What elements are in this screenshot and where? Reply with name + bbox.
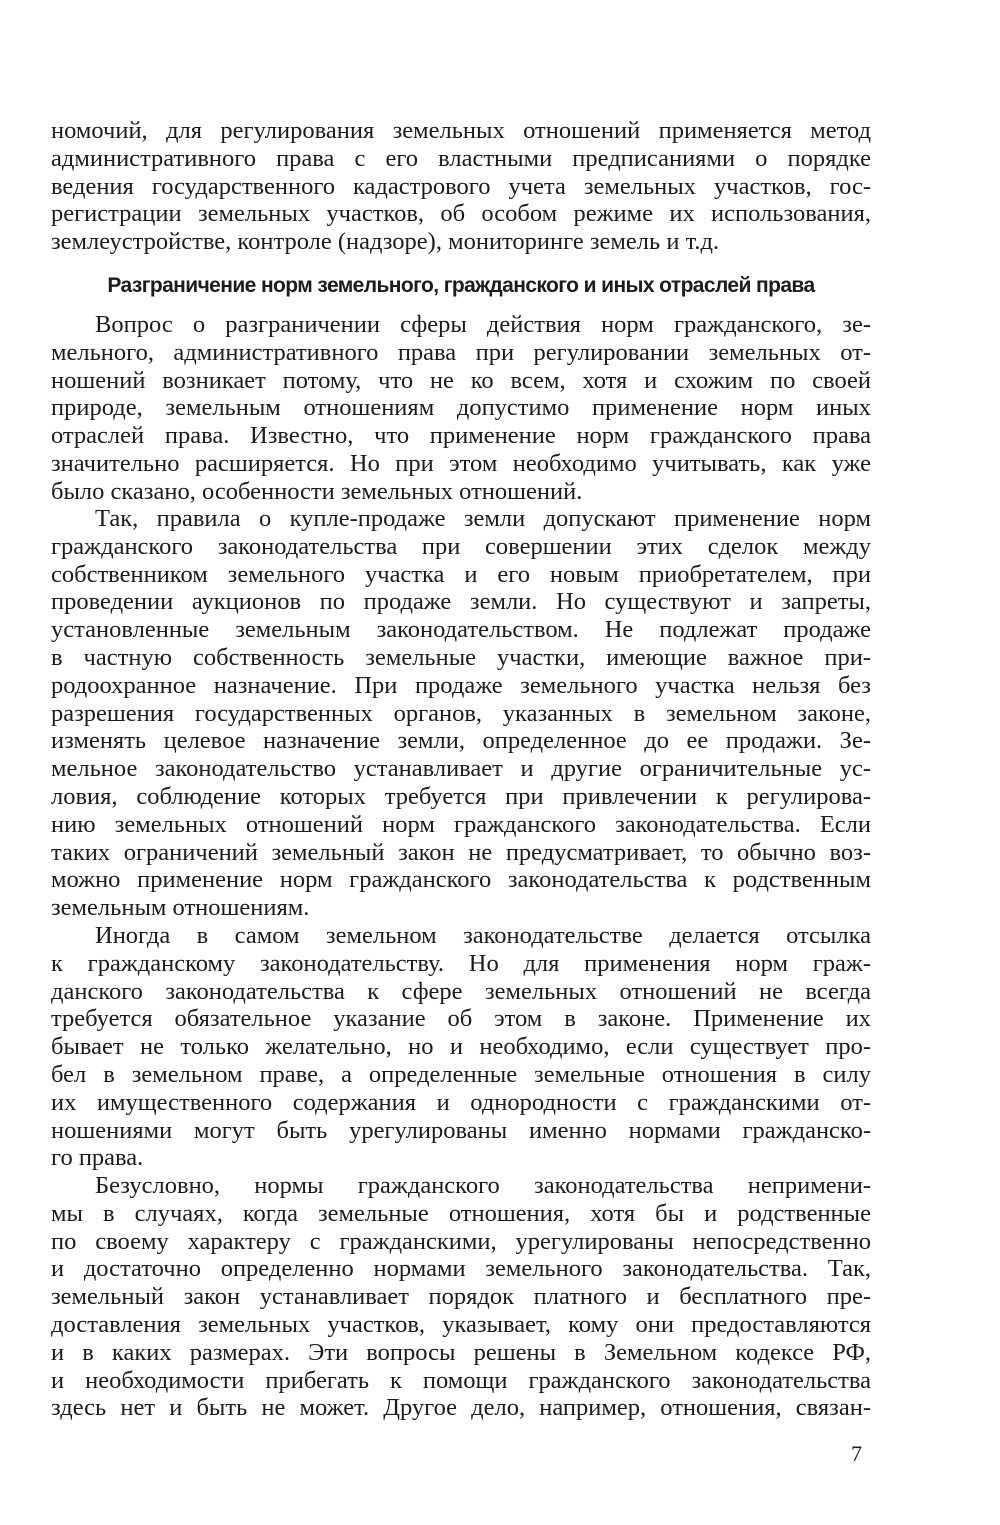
text-line: нию земельных отношений норм гражданского законодательства. Если: [51, 810, 871, 838]
paragraph-2: [51, 505, 871, 922]
text-line: регистрации земельных участков, об особом режиме их использования,: [51, 200, 871, 228]
text-line: требуется обязательное указание об этом в законе. Применение их: [51, 1005, 871, 1033]
text-line: собственником земельного участка и его новым приобретателем, при: [51, 560, 871, 588]
text-line: административного права с его властными предписаниями о порядке: [51, 144, 871, 172]
paragraph-1: [51, 311, 871, 506]
text-line: земельным отношениям.: [51, 894, 310, 922]
text-line: Иногда в самом земельном законодательстве делается отсылка: [95, 922, 871, 949]
text-line: таких ограничений земельный закон не предусматривает, то обычно воз-: [51, 838, 871, 866]
text-line: землеустройстве, контроле (надзоре), мониторинге земель и т.д.: [51, 228, 720, 256]
text-line: здесь нет и быть не может. Другое дело, например, отношения, связан-: [51, 1394, 871, 1422]
text-line: ловия, соблюдение которых требуется при привлечении к регулирова-: [51, 782, 871, 810]
text-line: значительно расширяется. Но при этом необходимо учитывать, как уже: [51, 449, 871, 477]
text-line: ношений возникает потому, что не ко всем, хотя и схожим по своей: [51, 366, 871, 394]
paragraph-4: [51, 1172, 871, 1422]
text-line: к гражданскому законодательству. Но для применения норм граж-: [51, 949, 871, 977]
text-line: можно применение норм гражданского законодательства к родственным: [51, 866, 871, 894]
text-line: было сказано, особенности земельных отношений.: [51, 477, 583, 505]
text-line: мельного, административного права при регулировании земельных от-: [51, 338, 871, 366]
text-line: природе, земельным отношениям допустимо применение норм иных: [51, 394, 871, 422]
intro-paragraph: [51, 117, 871, 256]
text-line: проведении аукционов по продаже земли. Но существуют и запреты,: [51, 588, 871, 616]
text-line: номочий, для регулирования земельных отношений применяется метод: [51, 117, 871, 144]
text-line: данского законодательства к сфере земельных отношений не всегда: [51, 977, 871, 1005]
text-line: земельный закон устанавливает порядок платного и бесплатного пре-: [51, 1283, 871, 1311]
text-line: и в каких размерах. Эти вопросы решены в Земельном кодексе РФ,: [51, 1338, 871, 1366]
page-number: 7: [851, 1441, 862, 1466]
text-line: ведения государственного кадастрового учета земельных участков, гос-: [51, 172, 871, 200]
text-line: Вопрос о разграничении сферы действия норм гражданского, зе-: [95, 311, 871, 338]
text-line: и необходимости прибегать к помощи гражданского законодательства: [51, 1366, 871, 1394]
text-line: ношениями могут быть урегулированы именно нормами гражданско-: [51, 1116, 871, 1144]
text-line: по своему характеру с гражданскими, урегулированы непосредственно: [51, 1227, 871, 1255]
text-line: разрешения государственных органов, указанных в земельном законе,: [51, 699, 871, 727]
text-line: Безусловно, нормы гражданского законодательства непримени-: [95, 1172, 871, 1199]
text-line: гражданского законодательства при совершении этих сделок между: [51, 532, 871, 560]
text-line: го права.: [51, 1144, 144, 1172]
text-line: родоохранное назначение. При продаже земельного участка нельзя без: [51, 671, 871, 699]
text-line: бывает не только желательно, но и необходимо, если существует про-: [51, 1033, 871, 1061]
text-line: установленные земельным законодательством. Не подлежат продаже: [51, 616, 871, 644]
text-line: мы в случаях, когда земельные отношения, хотя бы и родственные: [51, 1199, 871, 1227]
text-line: и достаточно определенно нормами земельного законодательства. Так,: [51, 1255, 871, 1283]
text-line: изменять целевое назначение земли, определенное до ее продажи. Зе-: [51, 727, 871, 755]
paragraph-3: [51, 922, 871, 1172]
section-heading: Разграничение норм земельного, гражданского и иных отраслей права: [107, 274, 815, 297]
text-line: бел в земельном праве, а определенные земельные отношения в силу: [51, 1060, 871, 1088]
text-line: отраслей права. Известно, что применение норм гражданского права: [51, 422, 871, 450]
text-line: мельное законодательство устанавливает и другие ограничительные ус-: [51, 755, 871, 783]
text-line: Так, правила о купле-продаже земли допускают применение норм: [95, 505, 871, 532]
text-line: в частную собственность земельные участки, имеющие важное при-: [51, 643, 871, 671]
text-line: доставления земельных участков, указывает, кому они предоставляются: [51, 1310, 871, 1338]
text-line: их имущественного содержания и однородности с гражданскими от-: [51, 1088, 871, 1116]
